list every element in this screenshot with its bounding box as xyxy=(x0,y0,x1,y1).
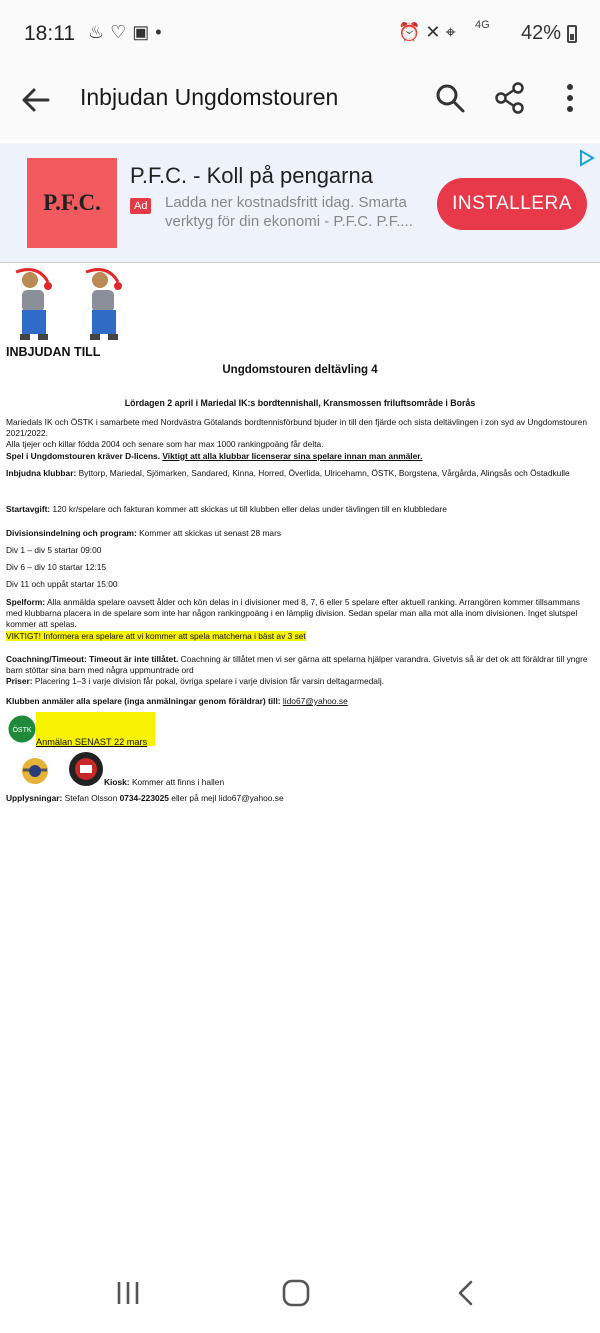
intro-text-1: Mariedals IK och ÖSTK i samarbete med Nordvästra Götalands bordtennisförbund bjuder in till den fjärde och sista deltävlingen i zon syd av Ungdomstouren 2021/2022. xyxy=(6,417,587,439)
division-paragraph xyxy=(6,528,592,539)
ad-description[interactable]: Ladda ner kostnadsfritt idag. Smarta verktyg för din ekonomi - P.F.C. P.F.... xyxy=(165,194,413,230)
app-icon: ▣ xyxy=(132,22,156,42)
kiosk-logo-left xyxy=(20,756,50,786)
health-icon: ♡ xyxy=(110,22,133,42)
recent-apps-icon[interactable] xyxy=(113,1278,143,1308)
status-time: 18:11 xyxy=(24,22,75,45)
clubs-label: Inbjudna klubbar: xyxy=(6,468,77,478)
intro-text-2: Alla tjejer och killar födda 2004 och senare som har max 1000 rankingpoäng får delta. xyxy=(6,439,324,450)
deadline xyxy=(36,737,147,748)
battery-percent: 42% xyxy=(521,22,562,44)
ad-logo[interactable]: P.F.C. xyxy=(27,158,117,248)
format-text: Alla anmälda spelare oavsett ålder och kön delas in i divisioner med 8, 7, 6 eller 5 spelare efter aktuell ranking. Arrangören kommer tillsammans med klubbarna placera in de spelare som inte har någon rankingpoäng i en lämplig division. Sedan spelar man alla mot alla inom divisionen. Inget slutspel kommer att spelas. xyxy=(6,597,580,630)
important-notice: VIKTIGT! Informera era spelare att vi kommer att spela matcherna i bäst av 3 set xyxy=(6,630,306,641)
fee-text: 120 kr/spelare och fakturan kommer att skickas ut till klubben eller delas under tävlingen till en klubbledare xyxy=(52,504,447,514)
app-bar xyxy=(0,68,600,140)
info-tail: eller på mejl lido67@yahoo.se xyxy=(171,793,284,803)
status-bar xyxy=(0,0,600,68)
prizes-text: Placering 1–3 i varje division får pokal, övriga spelare i varje division får varsin deltagarmedalj. xyxy=(34,676,385,687)
license-label: Spel i Ungdomstouren kräver D-licens. xyxy=(6,450,161,461)
event-date-location: Lördagen 2 april i Mariedal IK:s bordtennishall, Kransmossen friluftsområde i Borås xyxy=(124,398,476,408)
coaching-bold: Timeout är inte tillåtet. xyxy=(89,654,179,664)
registration-paragraph xyxy=(6,696,592,707)
format-paragraph xyxy=(6,597,592,642)
event-title: Ungdomstouren deltävling 4 xyxy=(222,364,378,376)
ad-badge: Ad xyxy=(130,198,151,214)
ad-banner[interactable] xyxy=(0,143,600,263)
location-icon: ⌖ xyxy=(445,22,461,42)
kiosk-paragraph xyxy=(104,777,592,788)
ostk-club-logo xyxy=(7,714,37,744)
kiosk-label: Kiosk: xyxy=(104,777,130,787)
navigation-bar xyxy=(0,1258,600,1333)
info-phone: 0734-223025 xyxy=(119,793,169,803)
prizes-label: Priser: xyxy=(6,676,33,687)
division-label: Divisionsindelning och program: xyxy=(6,528,137,538)
back-nav-icon[interactable] xyxy=(452,1278,480,1308)
player-figure-left xyxy=(16,270,52,340)
div-2-time: Div 6 – div 10 startar 12:15 xyxy=(6,562,107,572)
system-icons xyxy=(398,22,461,43)
clubs-paragraph xyxy=(6,468,592,479)
player-figure-right xyxy=(86,270,122,340)
ostk-logo-text: ÖSTK xyxy=(12,727,32,734)
back-arrow-icon[interactable] xyxy=(18,82,54,118)
battery-icon xyxy=(567,25,577,43)
intro-paragraph xyxy=(6,417,592,462)
registration-email-link[interactable]: lido67@yahoo.se xyxy=(282,696,348,706)
kiosk-text: Kommer att finns i hallen xyxy=(131,777,225,787)
page-title: Inbjudan Ungdomstouren xyxy=(80,84,339,110)
fee-label: Startavgift: xyxy=(6,504,51,514)
clubs-list: Byttorp, Mariedal, Sjömarken, Sandared, Kinna, Horred, Överlida, Ulricehamn, ÖSTK, Borgstena, Vårgårda, Alingsås och Östadkulle xyxy=(78,468,570,478)
invitation-heading: INBJUDAN TILL xyxy=(6,345,101,359)
notification-icons xyxy=(88,22,168,43)
fee-paragraph xyxy=(6,504,592,515)
network-type: 4G xyxy=(475,19,490,31)
info-paragraph xyxy=(6,793,592,804)
install-button[interactable]: INSTALLERA xyxy=(437,178,587,230)
share-icon[interactable] xyxy=(492,80,528,116)
mute-icon: ✕ xyxy=(425,22,446,42)
dot-icon: • xyxy=(155,22,168,42)
coaching-paragraph xyxy=(6,654,592,688)
license-note: Viktigt att alla klubbar licenserar sina spelare innan man anmäler. xyxy=(162,450,423,461)
search-icon[interactable] xyxy=(432,80,468,116)
adchoices-icon[interactable] xyxy=(578,149,596,167)
ad-title[interactable]: P.F.C. - Koll på pengarna xyxy=(130,163,373,188)
kiosk-logo-right xyxy=(68,751,104,787)
registration-text: Klubben anmäler alla spelare (inga anmälningar genom föräldrar) till: xyxy=(6,696,281,706)
deadline-text: Anmälan SENAST 22 mars xyxy=(36,737,148,747)
running-icon: ♨ xyxy=(88,22,111,42)
format-label: Spelform: xyxy=(6,597,46,607)
division-note: Kommer att skickas ut senast 28 mars xyxy=(139,528,282,538)
div-3-time: Div 11 och uppåt startar 15:00 xyxy=(6,579,118,589)
home-icon[interactable] xyxy=(280,1277,312,1309)
alarm-icon: ⏰ xyxy=(398,22,426,42)
coaching-text: Coachning är tillåtet men vi ser gärna att spelarna hjälper varandra. Givetvis så är det ok att föräldrar till yngre barn stöttar sina barn med några uppmuntrade ord xyxy=(6,654,588,676)
info-label: Upplysningar: xyxy=(6,793,63,803)
div-1-time: Div 1 – div 5 startar 09:00 xyxy=(6,545,102,555)
table-tennis-player-images xyxy=(8,264,148,344)
coaching-label: Coachning/Timeout: xyxy=(6,654,87,664)
more-options-icon[interactable] xyxy=(552,80,588,116)
info-contact: Stefan Olsson xyxy=(64,793,118,803)
